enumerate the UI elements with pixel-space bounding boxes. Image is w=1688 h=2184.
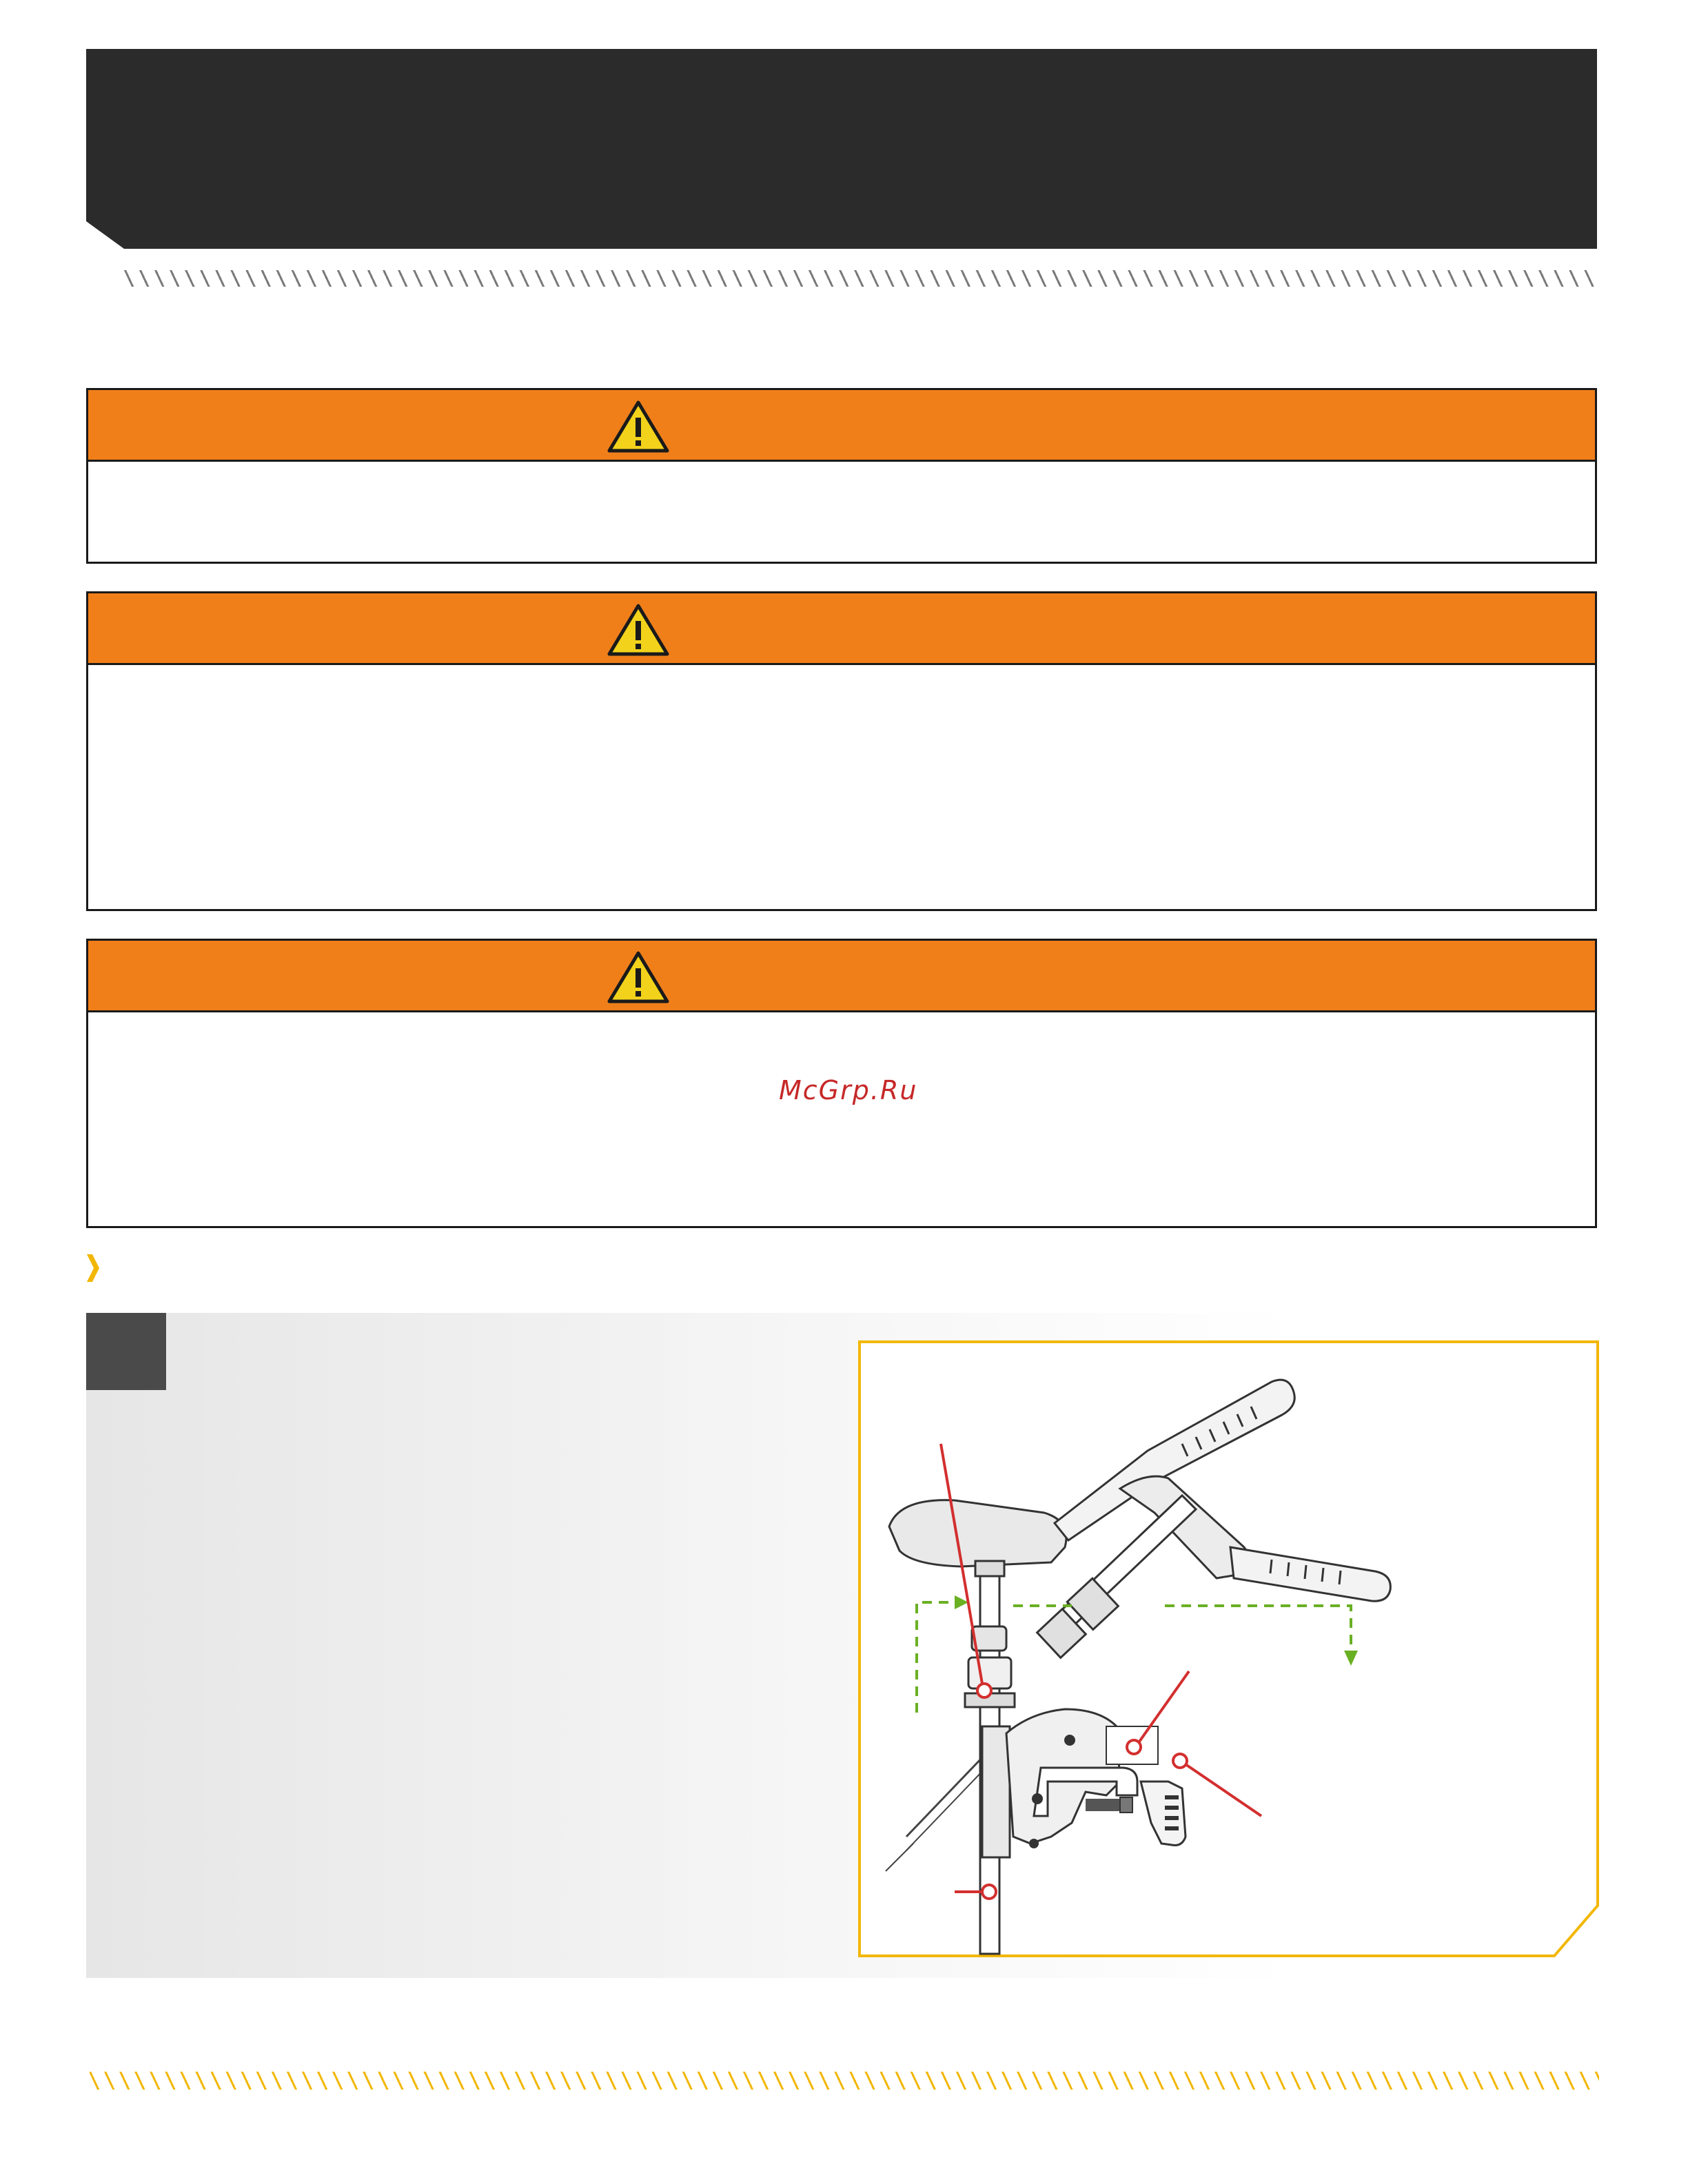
footer-hatch-divider [90,2072,1599,2090]
clamp-screw-head [1120,1797,1132,1813]
mount-plate [982,1726,1010,1857]
bracket-bolt [1029,1839,1039,1848]
bracket-bolt [1064,1735,1075,1746]
depth-collar [968,1657,1011,1688]
callout-dot-lever [1173,1754,1187,1768]
warning-box-2 [86,591,1597,911]
clamp-screw [1086,1799,1120,1811]
callout-dot-shaft [982,1885,996,1899]
callout-dot-collar [977,1684,991,1697]
installation-figure [858,1340,1599,1957]
step-number-box [86,1313,166,1390]
watermark: McGrp.Ru [779,1075,918,1105]
warning-box-1 [86,388,1597,564]
chevron-right-icon [87,1254,99,1282]
warning-header-2 [88,593,1595,665]
header-hatch-divider [124,270,1599,287]
warning-header-3 [88,941,1595,1012]
bracket-bolt [1032,1793,1043,1804]
callout-dot-bracket [1127,1740,1141,1754]
warning-triangle-icon [607,950,670,1004]
header-band [86,49,1597,249]
warning-triangle-icon [607,400,670,453]
warning-triangle-icon [607,603,670,657]
motor-head-base [975,1561,1004,1576]
warning-header-1 [88,390,1595,462]
